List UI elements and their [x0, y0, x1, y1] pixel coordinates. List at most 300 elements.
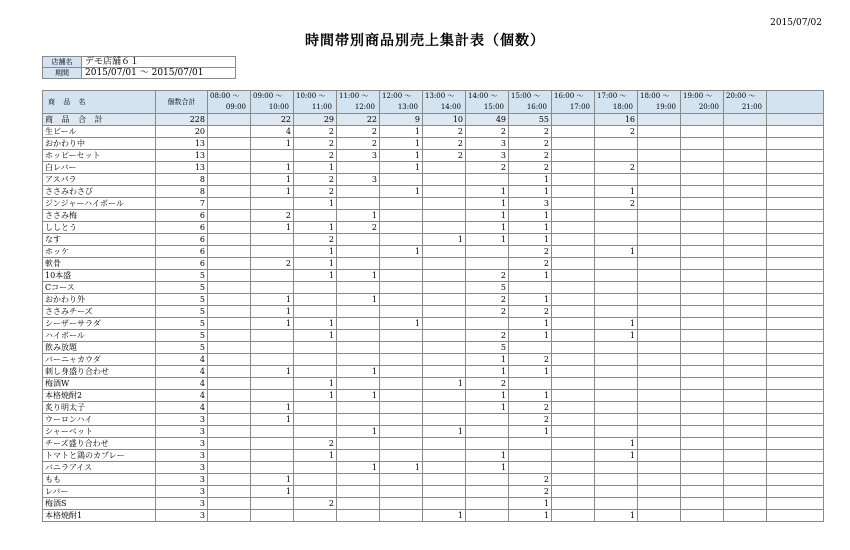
slot-count-cell: [638, 222, 681, 234]
time-slot-start: 16:00 ～: [554, 92, 584, 100]
slot-count-cell: 2: [509, 402, 552, 414]
slot-count-cell: [251, 282, 294, 294]
blank-cell: [767, 474, 824, 486]
slot-count-cell: 1: [595, 330, 638, 342]
slot-count-cell: [423, 486, 466, 498]
blank-cell: [767, 282, 824, 294]
slot-count-cell: 2: [251, 258, 294, 270]
slot-count-cell: 1: [337, 210, 380, 222]
report-date: 2015/07/02: [770, 18, 822, 28]
slot-count-cell: [251, 498, 294, 510]
slot-count-cell: [208, 354, 251, 366]
table-row: [43, 174, 824, 186]
header-product-name: 商 品 名: [43, 91, 156, 114]
slot-count-cell: [552, 378, 595, 390]
product-name: 炙り明太子: [43, 402, 156, 414]
product-name: 10本盛: [43, 270, 156, 282]
slot-count-cell: [552, 138, 595, 150]
product-name: アスパラ: [43, 174, 156, 186]
slot-count-cell: 29: [294, 114, 337, 126]
table-row: [43, 354, 824, 366]
slot-count-cell: [251, 342, 294, 354]
slot-count-cell: 2: [423, 138, 466, 150]
slot-count-cell: 1: [380, 462, 423, 474]
table-body: [43, 114, 824, 522]
slot-count-cell: [208, 270, 251, 282]
slot-count-cell: [595, 234, 638, 246]
slot-count-cell: 1: [466, 450, 509, 462]
slot-count-cell: 1: [294, 198, 337, 210]
slot-count-cell: 3: [466, 150, 509, 162]
blank-cell: [767, 498, 824, 510]
slot-count-cell: [423, 342, 466, 354]
slot-count-cell: [380, 510, 423, 522]
slot-count-cell: 2: [466, 162, 509, 174]
period-label: 期間: [43, 68, 82, 79]
slot-count-cell: [208, 114, 251, 126]
slot-count-cell: [552, 402, 595, 414]
slot-count-cell: 3: [509, 198, 552, 210]
slot-count-cell: [294, 402, 337, 414]
slot-count-cell: [638, 342, 681, 354]
slot-count-cell: [638, 366, 681, 378]
product-name: 本格焼酎1: [43, 510, 156, 522]
slot-count-cell: [423, 210, 466, 222]
blank-cell: [767, 150, 824, 162]
slot-count-cell: [208, 498, 251, 510]
slot-count-cell: [681, 270, 724, 282]
slot-count-cell: 22: [337, 114, 380, 126]
slot-count-cell: [638, 306, 681, 318]
product-name: 軟骨: [43, 258, 156, 270]
table-row: [43, 486, 824, 498]
product-total-count: 6: [156, 222, 208, 234]
slot-count-cell: [724, 486, 767, 498]
slot-count-cell: [466, 486, 509, 498]
slot-count-cell: [552, 210, 595, 222]
slot-count-cell: [380, 438, 423, 450]
product-name: シーザーサラダ: [43, 318, 156, 330]
slot-count-cell: [724, 174, 767, 186]
time-slot-start: 19:00 ～: [683, 92, 713, 100]
blank-cell: [767, 342, 824, 354]
slot-count-cell: [552, 246, 595, 258]
slot-count-cell: [552, 426, 595, 438]
slot-count-cell: [638, 414, 681, 426]
slot-count-cell: 5: [466, 342, 509, 354]
slot-count-cell: 1: [509, 174, 552, 186]
product-total-count: 3: [156, 486, 208, 498]
product-name: おかわり外: [43, 294, 156, 306]
slot-count-cell: [638, 486, 681, 498]
slot-count-cell: [423, 450, 466, 462]
product-total-count: 6: [156, 258, 208, 270]
slot-count-cell: [552, 354, 595, 366]
slot-count-cell: 1: [251, 318, 294, 330]
slot-count-cell: [638, 282, 681, 294]
header-time-slot: [595, 91, 638, 114]
slot-count-cell: [724, 390, 767, 402]
table-row: [43, 246, 824, 258]
slot-count-cell: [724, 342, 767, 354]
product-name: 刺し身盛り合わせ: [43, 366, 156, 378]
slot-count-cell: [380, 330, 423, 342]
header-time-slot: [724, 91, 767, 114]
slot-count-cell: [208, 474, 251, 486]
slot-count-cell: [380, 258, 423, 270]
header-time-slot: [509, 91, 552, 114]
product-total-count: 5: [156, 342, 208, 354]
slot-count-cell: [595, 294, 638, 306]
slot-count-cell: [681, 234, 724, 246]
slot-count-cell: 2: [294, 126, 337, 138]
slot-count-cell: 1: [294, 162, 337, 174]
product-total-count: 13: [156, 150, 208, 162]
sales-table: [42, 90, 824, 522]
product-total-count: 5: [156, 282, 208, 294]
slot-count-cell: [423, 306, 466, 318]
time-slot-start: 14:00 ～: [468, 92, 498, 100]
time-slot-end: 14:00: [440, 103, 461, 111]
slot-count-cell: 2: [509, 162, 552, 174]
table-row: [43, 270, 824, 282]
slot-count-cell: 1: [294, 318, 337, 330]
blank-cell: [767, 186, 824, 198]
slot-count-cell: [595, 390, 638, 402]
blank-cell: [767, 378, 824, 390]
slot-count-cell: [208, 174, 251, 186]
slot-count-cell: 49: [466, 114, 509, 126]
slot-count-cell: 2: [509, 138, 552, 150]
slot-count-cell: [208, 318, 251, 330]
slot-count-cell: [251, 198, 294, 210]
slot-count-cell: [423, 366, 466, 378]
slot-count-cell: [208, 450, 251, 462]
slot-count-cell: 5: [466, 282, 509, 294]
slot-count-cell: [595, 366, 638, 378]
slot-count-cell: [251, 438, 294, 450]
slot-count-cell: [251, 354, 294, 366]
slot-count-cell: [595, 474, 638, 486]
slot-count-cell: [724, 498, 767, 510]
slot-count-cell: [638, 210, 681, 222]
table-row: [43, 294, 824, 306]
slot-count-cell: [380, 282, 423, 294]
slot-count-cell: 2: [595, 126, 638, 138]
slot-count-cell: [337, 306, 380, 318]
time-slot-start: 15:00 ～: [511, 92, 541, 100]
slot-count-cell: [380, 222, 423, 234]
slot-count-cell: [681, 306, 724, 318]
product-total-count: 4: [156, 390, 208, 402]
slot-count-cell: [208, 426, 251, 438]
product-name: ウーロンハイ: [43, 414, 156, 426]
slot-count-cell: [724, 210, 767, 222]
slot-count-cell: [466, 498, 509, 510]
slot-count-cell: 1: [337, 462, 380, 474]
slot-count-cell: 1: [509, 234, 552, 246]
blank-cell: [767, 354, 824, 366]
blank-cell: [767, 258, 824, 270]
slot-count-cell: [552, 318, 595, 330]
slot-count-cell: [337, 282, 380, 294]
slot-count-cell: [466, 474, 509, 486]
slot-count-cell: [423, 438, 466, 450]
slot-count-cell: [552, 114, 595, 126]
slot-count-cell: [552, 258, 595, 270]
slot-count-cell: 2: [423, 150, 466, 162]
slot-count-cell: 1: [380, 150, 423, 162]
slot-count-cell: [208, 282, 251, 294]
slot-count-cell: 1: [251, 186, 294, 198]
blank-cell: [767, 390, 824, 402]
product-name: ささみ梅: [43, 210, 156, 222]
product-total-count: 5: [156, 306, 208, 318]
slot-count-cell: 2: [294, 498, 337, 510]
slot-count-cell: [294, 486, 337, 498]
slot-count-cell: [380, 306, 423, 318]
slot-count-cell: [681, 126, 724, 138]
slot-count-cell: 1: [294, 450, 337, 462]
slot-count-cell: [380, 210, 423, 222]
product-total-count: 13: [156, 138, 208, 150]
table-row: [43, 222, 824, 234]
slot-count-cell: [681, 258, 724, 270]
slot-count-cell: [208, 390, 251, 402]
slot-count-cell: 1: [509, 426, 552, 438]
slot-count-cell: [638, 162, 681, 174]
slot-count-cell: 2: [509, 486, 552, 498]
slot-count-cell: 1: [251, 162, 294, 174]
slot-count-cell: [423, 330, 466, 342]
slot-count-cell: [337, 318, 380, 330]
slot-count-cell: [294, 342, 337, 354]
slot-count-cell: 2: [423, 126, 466, 138]
header-time-slot: [552, 91, 595, 114]
slot-count-cell: [294, 426, 337, 438]
slot-count-cell: [337, 510, 380, 522]
header-time-slot: [294, 91, 337, 114]
slot-count-cell: [595, 402, 638, 414]
slot-count-cell: [337, 354, 380, 366]
slot-count-cell: 1: [509, 222, 552, 234]
blank-cell: [767, 198, 824, 210]
slot-count-cell: [724, 438, 767, 450]
slot-count-cell: [509, 450, 552, 462]
slot-count-cell: [552, 186, 595, 198]
blank-cell: [767, 162, 824, 174]
header-time-slot: [466, 91, 509, 114]
product-name: 飲み放題: [43, 342, 156, 354]
product-total-count: 5: [156, 294, 208, 306]
slot-count-cell: [681, 246, 724, 258]
slot-count-cell: 1: [294, 378, 337, 390]
slot-count-cell: [681, 162, 724, 174]
slot-count-cell: [423, 498, 466, 510]
slot-count-cell: [423, 414, 466, 426]
slot-count-cell: 2: [509, 258, 552, 270]
product-total-count: 4: [156, 378, 208, 390]
slot-count-cell: [552, 498, 595, 510]
summary-row: [43, 114, 824, 126]
table-row: [43, 306, 824, 318]
slot-count-cell: [294, 510, 337, 522]
slot-count-cell: [337, 498, 380, 510]
product-name: チーズ盛り合わせ: [43, 438, 156, 450]
blank-cell: [767, 234, 824, 246]
slot-count-cell: [337, 414, 380, 426]
slot-count-cell: 2: [337, 126, 380, 138]
slot-count-cell: [681, 414, 724, 426]
time-slot-start: 20:00 ～: [726, 92, 756, 100]
time-slot-end: 09:00: [225, 103, 246, 111]
slot-count-cell: [423, 198, 466, 210]
slot-count-cell: [423, 246, 466, 258]
product-total-count: 4: [156, 354, 208, 366]
slot-count-cell: [724, 318, 767, 330]
time-slot-end: 20:00: [698, 103, 719, 111]
time-slot-start: 11:00 ～: [339, 92, 369, 100]
table-row: [43, 366, 824, 378]
product-total-count: 5: [156, 318, 208, 330]
slot-count-cell: [595, 462, 638, 474]
slot-count-cell: [552, 510, 595, 522]
blank-cell: [767, 174, 824, 186]
blank-cell: [767, 318, 824, 330]
slot-count-cell: [509, 342, 552, 354]
slot-count-cell: 1: [466, 234, 509, 246]
slot-count-cell: [595, 378, 638, 390]
table-row: [43, 450, 824, 462]
table-row: [43, 462, 824, 474]
slot-count-cell: [251, 234, 294, 246]
slot-count-cell: 2: [294, 138, 337, 150]
product-name: レバー: [43, 486, 156, 498]
product-total-count: 8: [156, 186, 208, 198]
product-total-count: 20: [156, 126, 208, 138]
header-time-slot: [208, 91, 251, 114]
slot-count-cell: [466, 258, 509, 270]
slot-count-cell: [466, 438, 509, 450]
slot-count-cell: [681, 330, 724, 342]
slot-count-cell: [595, 270, 638, 282]
table-row: [43, 414, 824, 426]
slot-count-cell: 1: [337, 294, 380, 306]
slot-count-cell: 1: [509, 366, 552, 378]
slot-count-cell: [681, 366, 724, 378]
product-name: もも: [43, 474, 156, 486]
product-name: 生ビール: [43, 126, 156, 138]
slot-count-cell: [681, 342, 724, 354]
time-slot-start: 13:00 ～: [425, 92, 455, 100]
slot-count-cell: [724, 378, 767, 390]
slot-count-cell: [337, 486, 380, 498]
time-slot-end: 21:00: [741, 103, 762, 111]
slot-count-cell: [208, 210, 251, 222]
slot-count-cell: [595, 150, 638, 162]
product-total-count: 3: [156, 426, 208, 438]
slot-count-cell: [595, 486, 638, 498]
slot-count-cell: [638, 318, 681, 330]
store-label: 店舗名: [43, 57, 82, 68]
table-row: [43, 162, 824, 174]
slot-count-cell: [595, 306, 638, 318]
slot-count-cell: [552, 126, 595, 138]
slot-count-cell: [724, 366, 767, 378]
slot-count-cell: 4: [251, 126, 294, 138]
table-row: [43, 138, 824, 150]
product-total-count: 4: [156, 402, 208, 414]
product-total-count: 3: [156, 510, 208, 522]
slot-count-cell: 2: [509, 306, 552, 318]
slot-count-cell: [724, 330, 767, 342]
product-total-count: 3: [156, 474, 208, 486]
table-row: [43, 474, 824, 486]
slot-count-cell: [208, 126, 251, 138]
table-row: [43, 426, 824, 438]
slot-count-cell: [681, 210, 724, 222]
product-total-count: 6: [156, 246, 208, 258]
slot-count-cell: [638, 126, 681, 138]
slot-count-cell: 3: [337, 174, 380, 186]
header-time-slot: [251, 91, 294, 114]
time-slot-end: 12:00: [354, 103, 375, 111]
store-info-table: [42, 56, 236, 79]
slot-count-cell: 1: [509, 318, 552, 330]
slot-count-cell: 1: [509, 210, 552, 222]
slot-count-cell: [638, 150, 681, 162]
product-name: バーニャカウダ: [43, 354, 156, 366]
slot-count-cell: [724, 282, 767, 294]
slot-count-cell: 2: [509, 126, 552, 138]
slot-count-cell: 1: [466, 354, 509, 366]
slot-count-cell: [552, 198, 595, 210]
slot-count-cell: [466, 246, 509, 258]
slot-count-cell: [595, 138, 638, 150]
slot-count-cell: [681, 402, 724, 414]
slot-count-cell: [337, 198, 380, 210]
slot-count-cell: [380, 174, 423, 186]
slot-count-cell: 1: [595, 510, 638, 522]
slot-count-cell: [337, 186, 380, 198]
product-total-count: 4: [156, 366, 208, 378]
product-total-count: 8: [156, 174, 208, 186]
slot-count-cell: 1: [294, 246, 337, 258]
slot-count-cell: [724, 510, 767, 522]
slot-count-cell: [724, 306, 767, 318]
slot-count-cell: [681, 474, 724, 486]
table-row: [43, 510, 824, 522]
slot-count-cell: [208, 414, 251, 426]
slot-count-cell: [724, 222, 767, 234]
slot-count-cell: 1: [251, 294, 294, 306]
blank-cell: [767, 426, 824, 438]
product-name: おかわり中: [43, 138, 156, 150]
table-row: [43, 378, 824, 390]
slot-count-cell: [552, 282, 595, 294]
slot-count-cell: [724, 198, 767, 210]
slot-count-cell: [552, 330, 595, 342]
slot-count-cell: [724, 354, 767, 366]
slot-count-cell: 2: [595, 162, 638, 174]
slot-count-cell: [380, 402, 423, 414]
slot-count-cell: [638, 474, 681, 486]
product-name: トマトと鶏のカプレー: [43, 450, 156, 462]
slot-count-cell: [595, 174, 638, 186]
product-name: シャーベット: [43, 426, 156, 438]
slot-count-cell: [724, 150, 767, 162]
slot-count-cell: [595, 282, 638, 294]
